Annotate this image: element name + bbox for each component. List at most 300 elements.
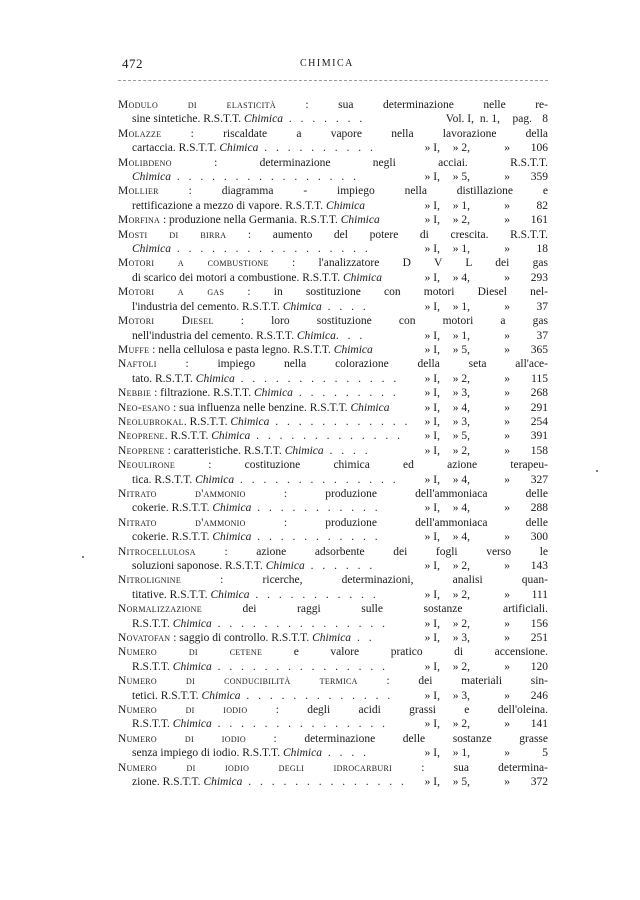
ref-page: 156 xyxy=(530,617,548,630)
entry-line xyxy=(118,98,548,112)
entry-line xyxy=(118,602,548,616)
entry-description: zione. R.S.T.T. xyxy=(132,776,204,789)
ref-pag: » xyxy=(504,617,510,630)
leader-dots: . . . . xyxy=(323,444,371,457)
entry-line xyxy=(118,112,548,126)
entry-line xyxy=(118,516,548,530)
entry-text xyxy=(118,184,548,198)
ref-number: » 4, xyxy=(452,502,470,515)
source-name: Chimica xyxy=(244,113,283,126)
reference xyxy=(412,271,548,285)
ref-pag: » xyxy=(504,689,510,702)
reference xyxy=(412,343,548,357)
entry-line xyxy=(118,573,548,587)
entry-text xyxy=(118,487,548,501)
entry-description: senza impiego di iodio. R.S.T.T. xyxy=(132,747,283,760)
ref-pag: » xyxy=(504,387,510,400)
entry-term: Nitrato d'ammonio xyxy=(118,516,246,529)
ref-volume: » I, xyxy=(424,560,440,572)
entry-description: tica. R.S.T.T. xyxy=(132,473,196,486)
index-entry xyxy=(118,674,548,703)
ref-volume: » I, xyxy=(424,343,440,356)
source-name: Chimica xyxy=(282,747,322,760)
ref-pag: » xyxy=(504,560,510,572)
entry-line xyxy=(118,314,548,328)
source-name: Chimica xyxy=(253,387,293,400)
entry-text xyxy=(132,501,412,515)
entry-description: : produzione dell'ammoniaca delle xyxy=(245,487,548,500)
entry-text xyxy=(118,285,548,299)
entry-description: : l'analizzatore D V L dei gas xyxy=(268,257,548,270)
ref-volume: » I, xyxy=(424,199,440,212)
ref-pag: pag. xyxy=(512,113,532,126)
source-name: Chimica xyxy=(195,473,235,486)
entry-description: : aumento del potere di crescita. R.S.T.T. xyxy=(226,228,548,241)
entry-line xyxy=(118,415,548,429)
entry-line xyxy=(118,761,548,775)
index-entry xyxy=(118,487,548,516)
entry-line xyxy=(118,689,548,703)
entry-text xyxy=(132,775,412,789)
entry-term: Naftoli xyxy=(118,358,157,371)
source-name: Chimica xyxy=(265,560,305,572)
reference xyxy=(412,429,548,443)
ref-page: 293 xyxy=(530,271,548,284)
ref-pag: » xyxy=(504,171,510,184)
ref-page: 359 xyxy=(530,171,548,184)
ref-page: 288 xyxy=(530,502,548,515)
ref-pag: » xyxy=(504,531,510,544)
entry-description: R.S.T.T. xyxy=(132,660,173,673)
ref-number: » 4, xyxy=(452,401,470,414)
index-entry xyxy=(118,415,548,429)
entry-line xyxy=(118,285,548,299)
index-entry xyxy=(118,357,548,386)
ref-pag: » xyxy=(504,473,510,486)
entry-line xyxy=(118,545,548,559)
entry-text xyxy=(132,329,412,343)
index-entry xyxy=(118,516,548,545)
ref-page: 5 xyxy=(542,747,548,760)
index-entry xyxy=(118,645,548,674)
entry-line xyxy=(118,674,548,688)
leader-dots: . . . . . . . . . . . . . . xyxy=(234,372,400,385)
ref-page: 106 xyxy=(530,142,548,155)
entry-term: Neo-esano xyxy=(118,401,171,414)
entry-line xyxy=(118,184,548,198)
entry-description: : saggio di controllo. R.S.T.T. xyxy=(170,632,313,645)
reference xyxy=(412,415,548,429)
entry-description: tato. R.S.T.T. xyxy=(132,372,196,385)
entry-line xyxy=(118,444,548,458)
entry-description: : costituzione chimica ed azione terapeu- xyxy=(175,459,548,472)
entry-term: Nitrocellulosa xyxy=(118,545,196,558)
reference xyxy=(412,199,548,213)
index-entry xyxy=(118,213,548,227)
ref-page: 268 xyxy=(530,387,548,400)
entry-line xyxy=(118,530,548,544)
ref-volume: » I, xyxy=(424,401,440,414)
ref-pag: » xyxy=(504,502,510,515)
entry-text xyxy=(132,473,412,487)
entry-text xyxy=(118,444,412,458)
entry-term: Numero di iodio degli idrocarburi xyxy=(118,761,393,774)
reference xyxy=(412,372,548,386)
entry-description: R.S.T.T. xyxy=(132,617,173,630)
ref-volume: » I, xyxy=(424,329,440,342)
entry-description: . R.S.T.T. xyxy=(164,430,212,443)
entry-line xyxy=(118,746,548,760)
ref-number: » 5, xyxy=(452,343,470,356)
ref-volume: » I, xyxy=(424,588,440,601)
ref-volume: » I, xyxy=(424,430,440,443)
leader-dots: . . . . . . . . . . . xyxy=(251,502,381,515)
entry-text xyxy=(118,156,548,170)
ref-number: n. 1, xyxy=(479,113,500,126)
entry-term: Numero di cetene xyxy=(118,646,263,659)
reference xyxy=(412,617,548,631)
ref-page: 82 xyxy=(536,199,548,212)
entry-description: nell'industria del cemento. R.S.T.T. xyxy=(132,329,297,342)
ref-page: 141 xyxy=(530,718,548,731)
leader-dots: . . . xyxy=(335,329,366,342)
leader-dots: . . . . . . xyxy=(304,560,376,572)
entry-text xyxy=(132,559,412,573)
index-entry xyxy=(118,184,548,213)
entry-line xyxy=(118,473,548,487)
ref-pag: » xyxy=(504,444,510,457)
entry-term: Nebbie xyxy=(118,387,152,400)
entry-line xyxy=(118,631,548,645)
entry-line xyxy=(118,228,548,242)
ref-volume: » I, xyxy=(424,142,440,155)
index-entry xyxy=(118,314,548,343)
entry-line xyxy=(118,271,548,285)
ref-number: » 3, xyxy=(452,632,470,645)
index-entry xyxy=(118,386,548,400)
ref-number: » 2, xyxy=(452,718,470,731)
entry-text xyxy=(118,602,548,616)
ref-pag: » xyxy=(504,776,510,789)
index-entry xyxy=(118,156,548,185)
source-name: Chimica xyxy=(132,243,171,256)
entry-text xyxy=(132,242,412,256)
leader-dots: . . . . xyxy=(321,300,369,313)
entry-text xyxy=(118,127,548,141)
entry-text xyxy=(132,170,412,184)
ref-volume: » I, xyxy=(424,617,440,630)
entry-line xyxy=(118,357,548,371)
index-entry xyxy=(118,631,548,645)
source-name: Chimica xyxy=(282,300,322,313)
leader-dots: . . . . . . . . . . . xyxy=(249,588,379,601)
ref-number: » 2, xyxy=(452,142,470,155)
reference xyxy=(412,170,548,184)
ref-number: » 2, xyxy=(452,214,470,227)
ref-page: 161 xyxy=(530,214,548,227)
entry-term: Molibdeno xyxy=(118,156,172,169)
entry-line xyxy=(118,199,548,213)
entry-text xyxy=(118,213,412,227)
entry-text xyxy=(132,717,412,731)
paper-speck xyxy=(596,470,598,472)
source-name: Chimica xyxy=(350,401,390,414)
index-entry xyxy=(118,458,548,487)
entry-description: : riscaldate a vapore nella lavorazione della xyxy=(161,127,548,140)
entry-text xyxy=(118,545,548,559)
source-name: Chimica xyxy=(326,199,366,212)
leader-dots: . . . . . . . . . . . . . . . xyxy=(211,718,389,731)
entry-text xyxy=(118,429,412,443)
entry-description: l'industria del cemento. R.S.T.T. xyxy=(132,300,283,313)
ref-volume: » I, xyxy=(424,372,440,385)
ref-volume: » I, xyxy=(424,214,440,227)
source-name: Chimica xyxy=(132,171,171,184)
ref-number: » 5, xyxy=(452,430,470,443)
ref-volume: » I, xyxy=(424,776,440,789)
entry-line xyxy=(118,242,548,256)
reference xyxy=(412,141,548,155)
reference xyxy=(412,213,548,227)
ref-volume: » I, xyxy=(424,689,440,702)
index-entry xyxy=(118,444,548,458)
entry-text xyxy=(132,199,412,213)
source-name: Chimica xyxy=(296,329,336,342)
source-name: Chimica xyxy=(333,343,373,356)
ref-number: » 1, xyxy=(452,300,470,313)
entry-term: Normalizzazione xyxy=(118,603,202,616)
source-name: Chimica xyxy=(211,430,251,443)
entry-description: : loro sostituzione con motori a gas xyxy=(213,315,548,328)
ref-pag: » xyxy=(504,430,510,443)
ref-page: 372 xyxy=(530,776,548,789)
entry-description: : caratteristiche. R.S.T.T. xyxy=(164,444,285,457)
entry-line xyxy=(118,256,548,270)
reference xyxy=(412,473,548,487)
source-name: Chimica xyxy=(212,531,252,544)
ref-volume: » I, xyxy=(424,300,440,313)
ref-number: » 1, xyxy=(452,199,470,212)
leader-dots: . . . . . . . xyxy=(283,113,366,126)
index-entry xyxy=(118,761,548,790)
reference xyxy=(412,746,548,760)
reference xyxy=(412,717,548,731)
ref-volume: » I, xyxy=(424,632,440,645)
entry-description: rettificazione a mezzo di vapore. R.S.T.T. xyxy=(132,199,327,212)
ref-number: » 2, xyxy=(452,588,470,601)
ref-volume: » I, xyxy=(424,444,440,457)
subject-index xyxy=(118,98,548,790)
entry-term: Mosti di birra xyxy=(118,228,227,241)
ref-number: » 2, xyxy=(452,617,470,630)
ref-number: » 3, xyxy=(452,387,470,400)
entry-line xyxy=(118,617,548,631)
entry-text xyxy=(118,314,548,328)
entry-term: Motori a gas xyxy=(118,286,225,299)
leader-dots: . . . . . . . . . . . . xyxy=(269,415,411,428)
entry-description: : determinazione negli acciai. R.S.T.T. xyxy=(171,156,548,169)
entry-description: : azione adsorbente dei fogli verso le xyxy=(195,545,548,558)
source-name: Chimica xyxy=(203,776,243,789)
entry-text xyxy=(132,271,412,285)
entry-line xyxy=(118,213,548,227)
entry-line xyxy=(118,170,548,184)
ref-volume: » I, xyxy=(424,243,440,256)
reference xyxy=(412,775,548,789)
entry-term: Numero di iodio xyxy=(118,732,246,745)
entry-term: Neoprene xyxy=(118,430,165,443)
index-entry xyxy=(118,401,548,415)
entry-text xyxy=(118,458,548,472)
entry-text xyxy=(132,300,412,314)
entry-text xyxy=(118,357,548,371)
header-rule xyxy=(118,80,548,81)
reference xyxy=(412,242,548,256)
reference xyxy=(412,401,548,415)
source-name: Chimica xyxy=(201,689,241,702)
source-name: Chimica xyxy=(195,372,235,385)
entry-description: : nella cellulosa e pasta legno. R.S.T.T. xyxy=(149,343,334,356)
entry-text xyxy=(132,617,412,631)
reference xyxy=(412,386,548,400)
entry-term: Novatofan xyxy=(118,632,171,645)
ref-volume: » I, xyxy=(424,171,440,184)
reference xyxy=(412,588,548,602)
entry-text xyxy=(118,516,548,530)
entry-term: Molazze xyxy=(118,127,162,140)
ref-pag: » xyxy=(504,271,510,284)
index-entry xyxy=(118,703,548,732)
ref-number: » 1, xyxy=(452,243,470,256)
leader-dots: . . . . . . . . . . . . . . . xyxy=(211,660,389,673)
ref-pag: » xyxy=(504,372,510,385)
index-entry xyxy=(118,256,548,285)
entry-line xyxy=(118,487,548,501)
ref-number: » 5, xyxy=(452,776,470,789)
entry-text xyxy=(132,372,412,386)
entry-description: : produzione dell'ammoniaca delle xyxy=(245,516,548,529)
ref-number: » 1, xyxy=(452,329,470,342)
ref-volume: » I, xyxy=(424,415,440,428)
source-name: Chimica xyxy=(172,617,212,630)
source-name: Chimica xyxy=(230,415,270,428)
reference xyxy=(412,501,548,515)
entry-description: : ricerche, determinazioni, analisi quan- xyxy=(181,574,548,587)
entry-line xyxy=(118,775,548,789)
ref-page: 18 xyxy=(536,243,548,256)
ref-page: 115 xyxy=(531,372,548,385)
ref-volume: » I, xyxy=(424,747,440,760)
entry-line xyxy=(118,127,548,141)
ref-page: 365 xyxy=(530,343,548,356)
ref-number: » 2, xyxy=(452,660,470,673)
index-entry xyxy=(118,127,548,156)
entry-description: : impiego nella colorazione della seta all'ace- xyxy=(156,358,548,371)
source-name: Chimica xyxy=(312,632,352,645)
index-entry xyxy=(118,285,548,314)
entry-term: Morfina xyxy=(118,214,161,227)
ref-number: » 4, xyxy=(452,531,470,544)
reference xyxy=(422,112,548,126)
entry-text xyxy=(118,645,548,659)
entry-term: Neoulirone xyxy=(118,459,176,472)
index-entry xyxy=(118,573,548,602)
entry-text xyxy=(132,660,412,674)
entry-text xyxy=(118,703,548,717)
ref-volume: » I, xyxy=(424,473,440,486)
leader-dots: . . . . . . . . . xyxy=(292,387,399,400)
ref-page: 246 xyxy=(530,689,548,702)
source-name: Chimica xyxy=(172,660,212,673)
ref-number: » 1, xyxy=(452,747,470,760)
source-name: Chimica xyxy=(284,444,324,457)
ref-page: 158 xyxy=(530,444,548,457)
entry-text xyxy=(118,761,548,775)
ref-pag: » xyxy=(504,632,510,645)
source-name: Chimica xyxy=(219,142,259,155)
entry-text xyxy=(118,228,548,242)
entry-term: Neolubrokal xyxy=(118,415,184,428)
entry-line xyxy=(118,588,548,602)
entry-term: Modulo di elasticità xyxy=(118,99,276,111)
entry-text xyxy=(118,732,548,746)
index-entry xyxy=(118,429,548,443)
ref-pag: » xyxy=(504,329,510,342)
ref-page: 391 xyxy=(530,430,548,443)
entry-line xyxy=(118,458,548,472)
reference xyxy=(412,660,548,674)
entry-text xyxy=(118,343,412,357)
entry-term: Numero di conducibilità termica xyxy=(118,675,358,688)
entry-description: titative. R.S.T.T. xyxy=(132,588,211,601)
entry-description: : dei materiali sin- xyxy=(357,675,548,688)
reference xyxy=(412,689,548,703)
entry-description: e valore pratico di accensione. xyxy=(262,646,548,659)
entry-line xyxy=(118,329,548,343)
ref-page: 254 xyxy=(530,415,548,428)
ref-number: » 5, xyxy=(452,171,470,184)
entry-description: soluzioni saponose. R.S.T.T. xyxy=(132,560,266,572)
entry-description: : sua determinazione nelle re- xyxy=(275,99,548,111)
ref-volume: » I, xyxy=(424,271,440,284)
entry-line xyxy=(118,141,548,155)
entry-text xyxy=(132,689,412,703)
paper-speck xyxy=(82,556,84,558)
entry-description: : in sostituzione con motori Diesel nel- xyxy=(224,286,548,299)
reference xyxy=(412,300,548,314)
ref-page: 143 xyxy=(530,560,548,572)
index-entry xyxy=(118,732,548,761)
ref-page: 300 xyxy=(530,531,548,544)
ref-number: » 2, xyxy=(452,560,470,572)
entry-description: cokerie. R.S.T.T. xyxy=(132,502,213,515)
ref-pag: » xyxy=(504,747,510,760)
entry-description: . R.S.T.T. xyxy=(183,415,231,428)
ref-number: » 2, xyxy=(452,444,470,457)
entry-text xyxy=(118,631,412,645)
index-entry xyxy=(118,602,548,631)
ref-page: 120 xyxy=(530,660,548,673)
ref-volume: » I, xyxy=(424,718,440,731)
ref-volume: » I, xyxy=(424,660,440,673)
ref-page: 327 xyxy=(530,473,548,486)
ref-page: 37 xyxy=(536,300,548,313)
entry-text xyxy=(118,98,548,112)
ref-number: » 4, xyxy=(452,473,470,486)
ref-volume: » I, xyxy=(424,531,440,544)
reference xyxy=(412,559,548,573)
ref-pag: » xyxy=(504,300,510,313)
